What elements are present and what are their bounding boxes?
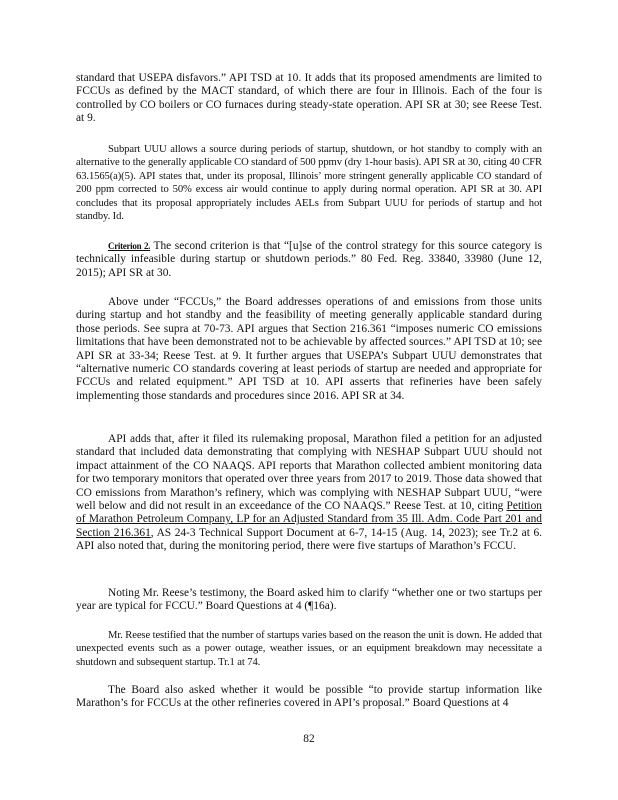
- paragraph-7-text: Mr. Reese testified that the number of startups varies based on the reason the unit is down. He added that unexpected events such as a power outage, weather issues, or an equipment breakdown may necessitate a shutdown and subsequent startup. Tr.1 at 74.: [76, 630, 542, 668]
- page-number: 82: [303, 733, 315, 745]
- marathon-petition-citation: Petition of Marathon Petroleum Company, LP for an Adjusted Standard from 35 Ill. Adm. Code Part 201 and Section 216.361: [76, 500, 542, 539]
- paragraph-criterion-2: [76, 240, 542, 280]
- paragraph-5-text-b: , AS 24-3 Technical Support Document at 6-7, 14-15 (Aug. 14, 2023); see Tr.2 at 6. API also noted that, during the monitoring period, there were five startups of Marathon’s FCCU.: [76, 526, 542, 553]
- paragraph-6: Noting Mr. Reese’s testimony, the Board asked him to clarify “whether one or two startups per year are typical for FCCU.” Board Questions at 4 (¶16a).: [76, 587, 542, 613]
- paragraph-7: [76, 629, 542, 669]
- paragraph-5: [76, 433, 542, 554]
- criterion-text: The second criterion is that “[u]se of the control strategy for this source category is technically infeasible during startup or shutdown periods.” 80 Fed. Reg. 33840, 33980 (June 12, 2015); API SR at 30.: [76, 240, 543, 279]
- paragraph-1: standard that USEPA disfavors.” API TSD at 10. It adds that its proposed amendments are limited to FCCUs as defined by the MACT standard, of which there are four in Illinois. Each of the four is controlled by CO boilers or CO furnaces during steady-state operation. API SR at 30; see Reese Test. at 9.: [76, 72, 542, 125]
- paragraph-2: [76, 143, 542, 223]
- paragraph-5-text-a: API adds that, after it filed its rulemaking proposal, Marathon filed a petition for an adjusted standard that included data demonstrating that complying with NESHAP Subpart UUU should not impact attainment of the CO NAAQS. API reports that Marathon collected ambient monitoring data for two temporary monitors that operated over three years from 2017 to 2019. Those data showed that CO emissions from Marathon’s refinery, which was complying with NESHAP Subpart UUU, “were well below and did not result in an exceedance of the CO NAAQS.” Reese Test. at 10, citing: [76, 433, 542, 513]
- paragraph-8: The Board also asked whether it would be possible “to provide startup information like Marathon’s for FCCUs at the other refineries covered in API’s proposal.” Board Questions at 4: [76, 684, 542, 710]
- paragraph-2-text: Subpart UUU allows a source during periods of startup, shutdown, or hot standby to comply with an alternative to the generally applicable CO standard of 500 ppmv (dry 1-hour basis). API SR at 30, citing 40 CFR 63.1565(a)(5). API states that, under its proposal, Illinois’ more stringent generally applicable CO standard of 200 ppm corrected to 50% excess air would continue to apply during normal operation. API SR at 30. API concludes that its proposal appropriately includes AELs from Subpart UUU for periods of startup and hot standby. Id.: [76, 144, 542, 223]
- criterion-heading: Criterion 2.: [108, 241, 151, 251]
- paragraph-4: Above under “FCCUs,” the Board addresses operations of and emissions from those units during startup and hot standby and the feasibility of meeting generally applicable standard during those periods. See supra at 70-73. API argues that Section 216.361 “imposes numeric CO emissions limitations that have been demonstrated not to be achievable by affected sources.” API TSD at 10; see API SR at 33-34; Reese Test. at 9. It further argues that USEPA’s Subpart UUU demonstrates that “alternative numeric CO standards covering at least periods of startup are needed and appropriate for FCCUs and related equipment.” API TSD at 10. API asserts that refineries have been safely implementing those standards and procedures since 2016. API SR at 34.: [76, 296, 542, 402]
